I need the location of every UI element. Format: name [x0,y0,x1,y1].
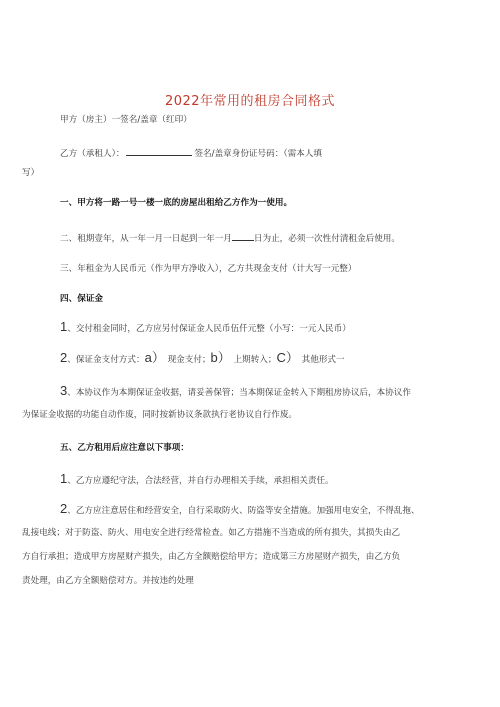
item-5-2-line-2: 乱接电线；对于防盗、防火、用电安全进行经常检查。如乙方措施不当造成的所有损失，其损失由乙 [22,528,401,538]
item-4-3-line-2: 为保证金收据的功能自动作废，同时按新协议条款执行老协议自行作废。 [22,410,298,420]
party-b-line [60,146,460,160]
option-b-text: 上期转入； [233,355,277,365]
item-5-1-number: 1 [60,471,68,486]
party-b-continuation: 写） [22,168,40,178]
item-5-2-text-1: 、乙方应注意居住和经营安全，自行采取防火、防盗等安全措施。加强用电安全，不得乱拖、 [67,506,420,516]
item-4-2-label: 、保证金支付方式： [67,355,145,365]
clause-2 [60,231,460,245]
clause-2-blank [232,231,254,241]
document-title: 2022年常用的租房合同格式 [164,94,336,109]
section-4-heading: 四、保证金 [60,294,103,304]
item-5-1 [60,473,460,487]
party-b-name-blank [126,146,192,156]
item-4-2-number: 2 [60,350,68,365]
clause-3: 三、年租金为人民币元（作为甲方净收入），乙方共现金支付（计大写一元整） [60,264,357,274]
clause-2-text-a: 二、租期壹年，从一年一月一日起到一年一月 [60,234,232,244]
party-b-prefix: 乙方（承租人）： [60,149,125,159]
option-c-letter: C） [276,350,299,365]
clause-1: 一、甲方将一路一号一楼一底的房屋出租给乙方作为一使用。 [60,198,293,208]
option-c-text: 其他形式一 [301,355,345,365]
item-4-2 [60,352,460,366]
item-5-2-line-4: 责处理，由乙方全额赔偿对方。并按违约处理 [22,576,194,586]
item-5-2-number: 2 [60,501,68,516]
item-4-1-text: 、交付租金同时，乙方应另付保证金人民币伍仟元整（小写：一元人民币） [67,324,351,334]
item-5-2-line-1 [60,503,460,517]
party-a-line: 甲方（房主）一签名/盖章（红印） [60,115,192,125]
item-5-2-line-3: 方自行承担；造成甲方房屋财产损失，由乙方全额赔偿给甲方；造成第三方房屋财产损失，由乙方负 [22,552,401,562]
option-a-letter: a） [144,350,165,365]
item-4-3-line-1 [60,385,460,399]
option-a-text: 现金支付； [167,355,211,365]
clause-2-text-b: 日为止，必须一次性付清租金后使用。 [253,234,400,244]
section-5-heading: 五、乙方租用后应注意以下事项： [60,443,189,453]
party-b-suffix: 签名/盖章身份证号码：（需本人填 [194,149,322,159]
item-4-1-number: 1 [60,319,68,334]
item-4-3-text-1: 、本协议作为本期保证金收据，请妥善保管；当本期保证金转入下期租房协议后，本协议作 [67,388,411,398]
option-b-letter: b） [210,350,231,365]
item-4-1 [60,321,460,335]
item-4-3-number: 3 [60,383,68,398]
item-5-1-text: 、乙方应遵纪守法，合法经营，并自行办理相关手续，承担相关责任。 [67,476,334,486]
